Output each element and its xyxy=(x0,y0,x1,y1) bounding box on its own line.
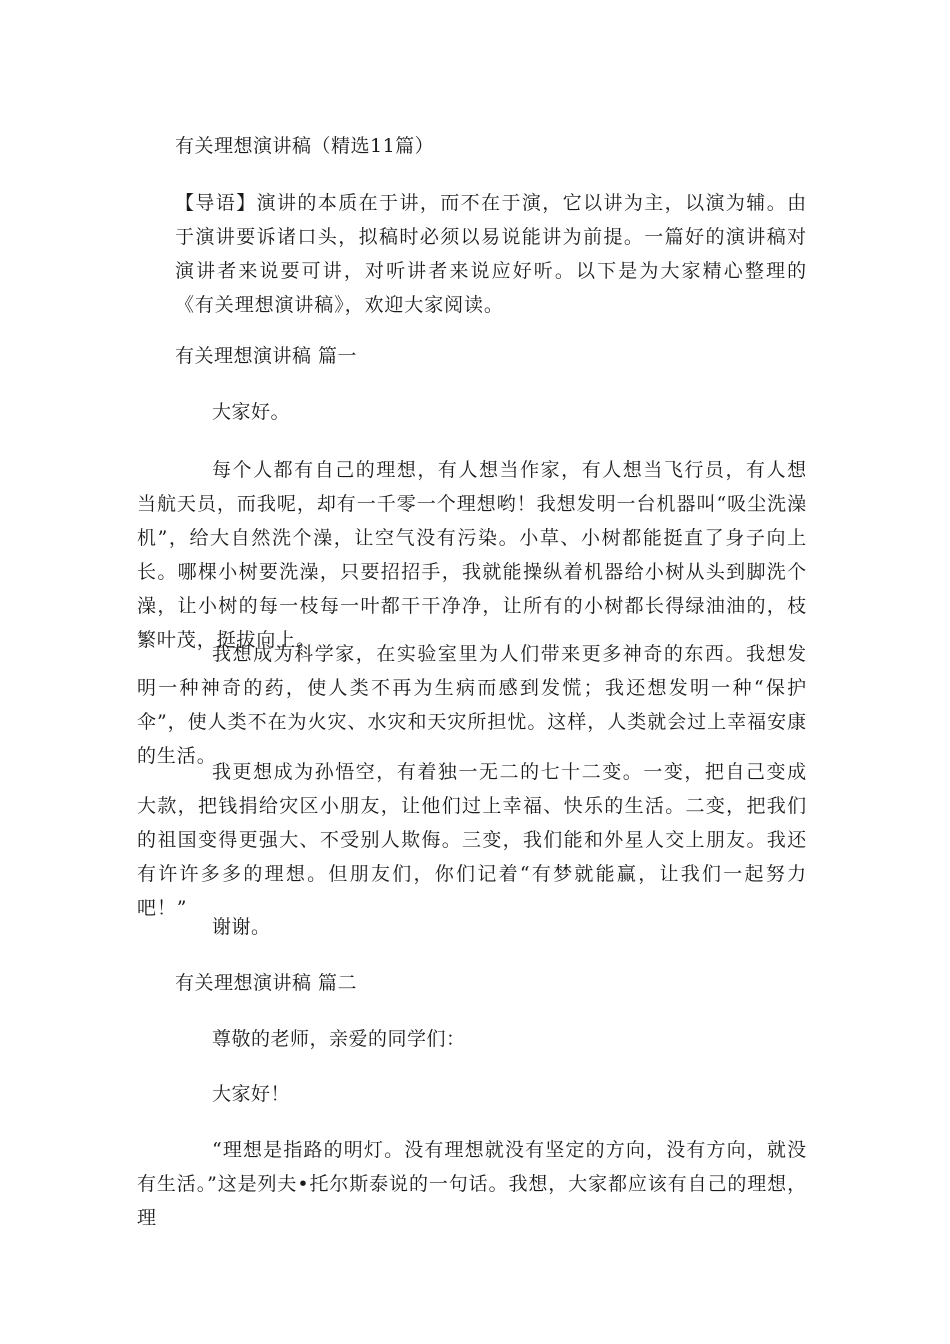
section-heading-2: 有关理想演讲稿 篇二 xyxy=(175,972,358,994)
section-heading-1: 有关理想演讲稿 篇一 xyxy=(175,345,358,367)
intro-text: 演讲的本质在于讲，而不在于演，它以讲为主，以演为辅。由于演讲要诉诸口头，拟稿时必须以易说能讲为前提。一篇好的演讲稿对演讲者来说要可讲，对听讲者来说应好听。以下是为大家精心整理的《有关理想演讲稿》，欢迎大家阅读。 xyxy=(175,192,807,316)
section2-paragraph-1: “理想是指路的明灯。没有理想就没有坚定的方向，没有方向，就没有生活。”这是列夫•托尔斯泰说的一句话。我想，大家都应该有自己的理想，理 xyxy=(137,1139,807,1229)
greeting-1: 大家好。 xyxy=(212,401,291,423)
greeting-2: 大家好！ xyxy=(212,1083,291,1105)
intro-paragraph xyxy=(175,186,807,322)
intro-lead: 【导语】 xyxy=(175,192,257,214)
section1-paragraph-1: 每个人都有自己的理想，有人想当作家，有人想当飞行员，有人想当航天员，而我呢，却有一千零一个理想哟！我想发明一台机器叫“吸尘洗澡机”，给大自然洗个澡，让空气没有污染。小草、小树都能挺直了身子向上长。哪棵小树要洗澡，只要招招手，我就能操纵着机器给小树从头到脚洗个澡，让小树的每一枝每一叶都干干净净，让所有的小树都长得绿油油的，枝繁叶茂，挺拔向上。 xyxy=(137,459,807,651)
section1-paragraph-3: 我更想成为孙悟空，有着独一无二的七十二变。一变，把自己变成大款，把钱捐给灾区小朋友，让他们过上幸福、快乐的生活。二变，把我们的祖国变得更强大、不受别人欺侮。三变，我们能和外星人交上朋友。我还有许许多多的理想。但朋友们，你们记着“有梦就能赢，让我们一起努力吧！” xyxy=(137,761,807,919)
document-title: 有关理想演讲稿（精选11篇） xyxy=(175,135,435,157)
salutation-2: 尊敬的老师，亲爱的同学们： xyxy=(212,1028,466,1050)
closing-1: 谢谢。 xyxy=(212,916,271,938)
section1-paragraph-2: 我想成为科学家，在实验室里为人们带来更多神奇的东西。我想发明一种神奇的药，使人类不再为生病而感到发慌；我还想发明一种“保护伞”，使人类不在为火灾、水灾和天灾所担忧。这样，人类就会过上幸福安康的生活。 xyxy=(137,643,807,767)
